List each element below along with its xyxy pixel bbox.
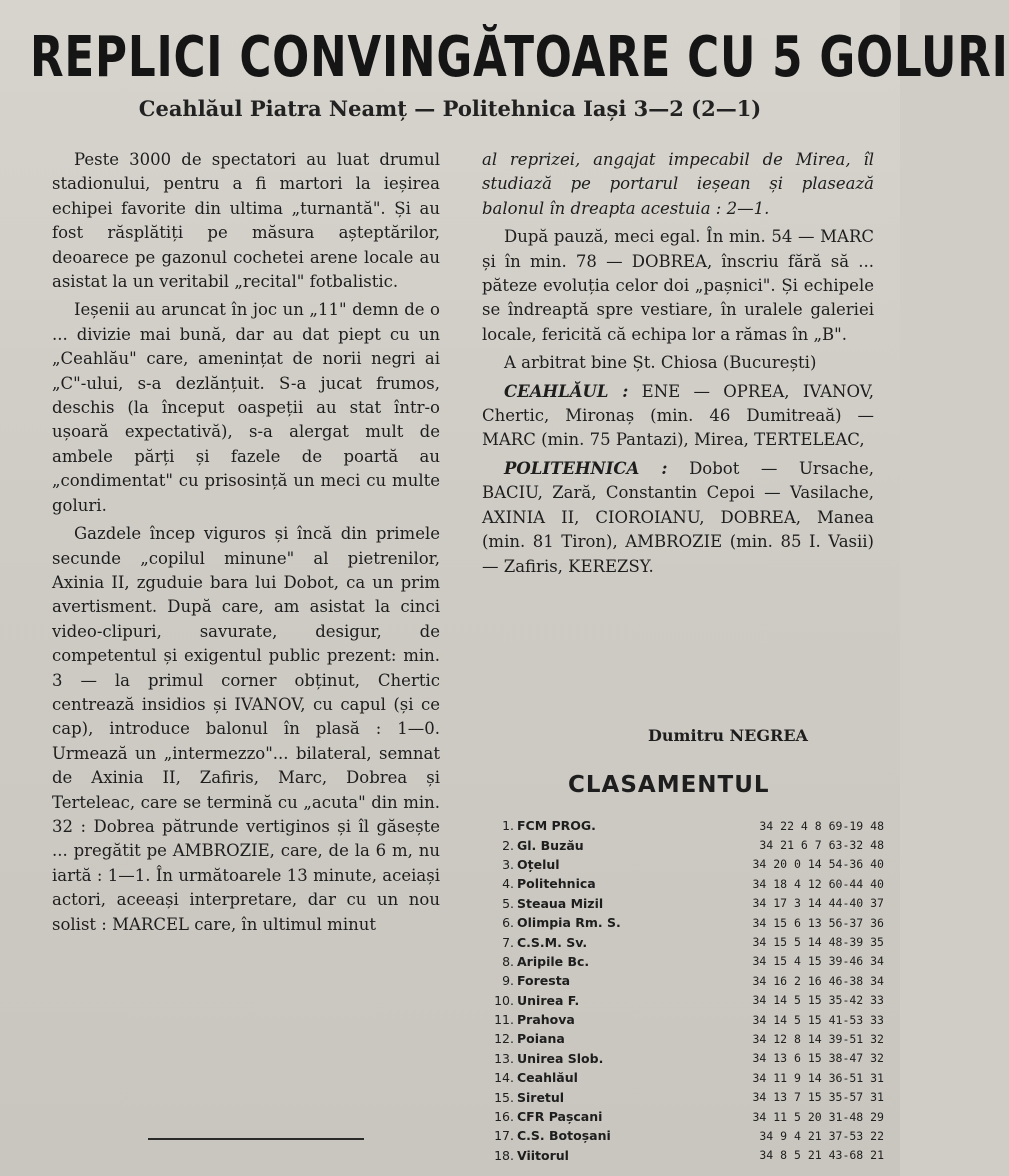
standing-stats: 34 9 4 21 37-53 22 (759, 1128, 884, 1143)
standings-row (492, 1049, 884, 1068)
standing-position: 17. (494, 1128, 514, 1144)
standing-team: Politehnica (517, 876, 596, 892)
standing-stats: 34 18 4 12 60-44 40 (752, 876, 884, 891)
standing-stats: 34 17 3 14 44-40 37 (752, 896, 884, 911)
standing-position: 16. (494, 1109, 514, 1125)
standing-stats: 34 13 6 15 38-47 32 (752, 1051, 884, 1066)
standing-stats: 34 15 5 14 48-39 35 (752, 935, 884, 950)
paragraph: Ieșenii au aruncat în joc un „11" demn de o ... divizie mai bună, dar au dat piept cu un „Ceahlău" care, amenințat de norii negri ai „C"-ului, s-a dezlănțuit. S-a jucat frumos, deschis (la început oaspeții au stat într-o ușoară expectativă), s-a alergat mult de ambele părți și fazele de poartă au „condimentat" cu prisosință un meci cu multe goluri. (52, 300, 440, 515)
standing-team: Unirea Slob. (517, 1050, 604, 1066)
standing-stats: 34 12 8 14 39-51 32 (752, 1031, 884, 1046)
standing-position: 7. (502, 934, 514, 950)
away-team-name: POLITEHNICA : (504, 458, 668, 478)
standing-team: C.S.M. Sv. (517, 934, 588, 950)
left-column (52, 148, 440, 941)
standings-row (492, 1146, 884, 1165)
standing-stats: 34 14 5 15 41-53 33 (752, 1012, 884, 1027)
standing-team: Prahova (517, 1012, 575, 1028)
standing-team: C.S. Botoșani (517, 1128, 611, 1144)
standing-team: Viitorul (517, 1147, 569, 1163)
standing-stats: 34 15 4 15 39-46 34 (752, 954, 884, 969)
standing-position: 8. (502, 953, 514, 969)
standings-row (492, 894, 884, 913)
author-signature: Dumitru NEGREA (648, 726, 808, 745)
standings-row (492, 855, 884, 874)
standing-team: Siretul (517, 1089, 565, 1105)
paragraph: A arbitrat bine Șt. Chiosa (București) (504, 353, 817, 373)
standing-position: 15. (494, 1089, 514, 1105)
standing-stats: 34 20 0 14 54-36 40 (752, 857, 884, 872)
standings-row (492, 816, 884, 835)
standing-team: Ceahlăul (517, 1070, 578, 1086)
standing-team: Oțelul (517, 856, 560, 872)
standings-row (492, 991, 884, 1010)
standings-row (492, 1010, 884, 1029)
standing-position: 18. (494, 1147, 514, 1163)
standing-team: Unirea F. (517, 992, 580, 1008)
paragraph: Peste 3000 de spectatori au luat drumul stadionului, pentru a fi martori la ieșirea echipei favorite din ultima „turnantă". Și au fost răsplătiți pe măsura așteptărilor, deoarece pe gazonul cochetei arene locale au asistat la un veritabil „recital" fotbalistic. (52, 150, 440, 292)
standing-position: 4. (502, 876, 514, 892)
right-column (482, 148, 874, 583)
standing-position: 11. (494, 1012, 514, 1028)
standing-stats: 34 21 6 7 63-32 48 (759, 838, 884, 853)
home-lineup (482, 380, 874, 453)
standing-position: 6. (502, 915, 514, 931)
standings-row (492, 1126, 884, 1145)
standings-row (492, 835, 884, 854)
standing-stats: 34 15 6 13 56-37 36 (752, 915, 884, 930)
standing-team: Aripile Bc. (517, 953, 590, 969)
standing-stats: 34 14 5 15 35-42 33 (752, 993, 884, 1008)
standing-team: Gl. Buzău (517, 837, 584, 853)
divider (148, 1138, 364, 1140)
paragraph: Gazdele încep viguros și încă din primele secunde „copilul minune" al pietrenilor, Axinia II, zguduie bara lui Dobot, ca un prim avertisment. După care, am asistat la cinci video-clipuri, savurate, desigur, de competentul și exigentul public prezent: min. 3 — la primul corner obținut, Chertic centrează insidios și IVANOV, cu capul (și ce cap), introduce balonul în plasă : 1—0. Urmează un „intermezzo"... bilateral, semnat de Axinia II, Zafiris, Marc, Dobrea și Terteleac, care se termină cu „acuta" din min. 32 : Dobrea pătrunde vertiginos și îl găsește ... pregătit pe AMBROZIE, care, de la 6 m, nu iartă : 1—1. În următoarele 13 minute, aceiași actori, aceeași interpretare, dar cu un nou solist : MARCEL care, în ultimul minut (52, 524, 440, 934)
subheadline: Ceahlăul Piatra Neamț — Politehnica Iași 3—2 (2—1) (138, 96, 762, 121)
standing-position: 1. (502, 818, 514, 834)
away-players: Dobot — Ursache, BACIU, Zară, Constantin Cepoi — Vasilache, AXINIA II, CIOROIANU, DOBREA, Manea (min. 81 Tiron), AMBROZIE (min. 85 I. Vasii) — Zafiris, KEREZSY. (482, 458, 874, 576)
standings-row (492, 874, 884, 893)
standings-table (492, 816, 884, 1165)
standing-team: Olimpia Rm. S. (517, 915, 621, 931)
standings-row (492, 971, 884, 990)
standing-position: 3. (502, 856, 514, 872)
standing-position: 2. (502, 837, 514, 853)
standing-team: Foresta (517, 973, 571, 989)
standing-position: 14. (494, 1070, 514, 1086)
paragraph: După pauză, meci egal. În min. 54 — MARC și în min. 78 — DOBREA, înscriu fără să ... păteze evoluția celor doi „pașnici". Și echipele se îndreaptă spre vestiare, în uralele galeriei locale, fericită că echipa lor a rămas în „B". (482, 227, 874, 344)
standings-row (492, 932, 884, 951)
standings-row (492, 913, 884, 932)
standing-stats: 34 13 7 15 35-57 31 (752, 1090, 884, 1105)
standings-row (492, 1087, 884, 1106)
standing-position: 5. (502, 895, 514, 911)
standing-position: 10. (494, 992, 514, 1008)
standing-team: Poiana (517, 1031, 565, 1047)
standing-stats: 34 8 5 21 43-68 21 (759, 1148, 884, 1163)
away-lineup (482, 457, 874, 579)
standing-team: FCM PROG. (517, 818, 596, 834)
paragraph: al reprizei, angajat impecabil de Mirea, îl studiază pe portarul ieșean și plasează balonul în dreapta acestuia : 2—1. (482, 150, 874, 218)
standing-position: 12. (494, 1031, 514, 1047)
standing-position: 13. (494, 1050, 514, 1066)
standing-team: CFR Pașcani (517, 1109, 603, 1125)
headline: REPLICI CONVINGĂTOARE CU 5 GOLURI (30, 25, 1009, 90)
home-players: ENE — OPREA, IVANOV, Chertic, Mironaș (min. 46 Dumitreaă) — MARC (min. 75 Pantazi), Mirea, TERTELEAC, (482, 381, 874, 450)
standing-team: Steaua Mizil (517, 895, 604, 911)
standings-title: CLASAMENTUL (568, 772, 770, 798)
standing-stats: 34 22 4 8 69-19 48 (759, 818, 884, 833)
standing-stats: 34 11 9 14 36-51 31 (752, 1070, 884, 1085)
standings-row (492, 1029, 884, 1048)
home-team-name: CEAHLĂUL : (504, 381, 629, 401)
standing-position: 9. (502, 973, 514, 989)
standings-row (492, 1107, 884, 1126)
standing-stats: 34 11 5 20 31-48 29 (752, 1109, 884, 1124)
standing-stats: 34 16 2 16 46-38 34 (752, 973, 884, 988)
standings-row (492, 952, 884, 971)
standings-row (492, 1068, 884, 1087)
